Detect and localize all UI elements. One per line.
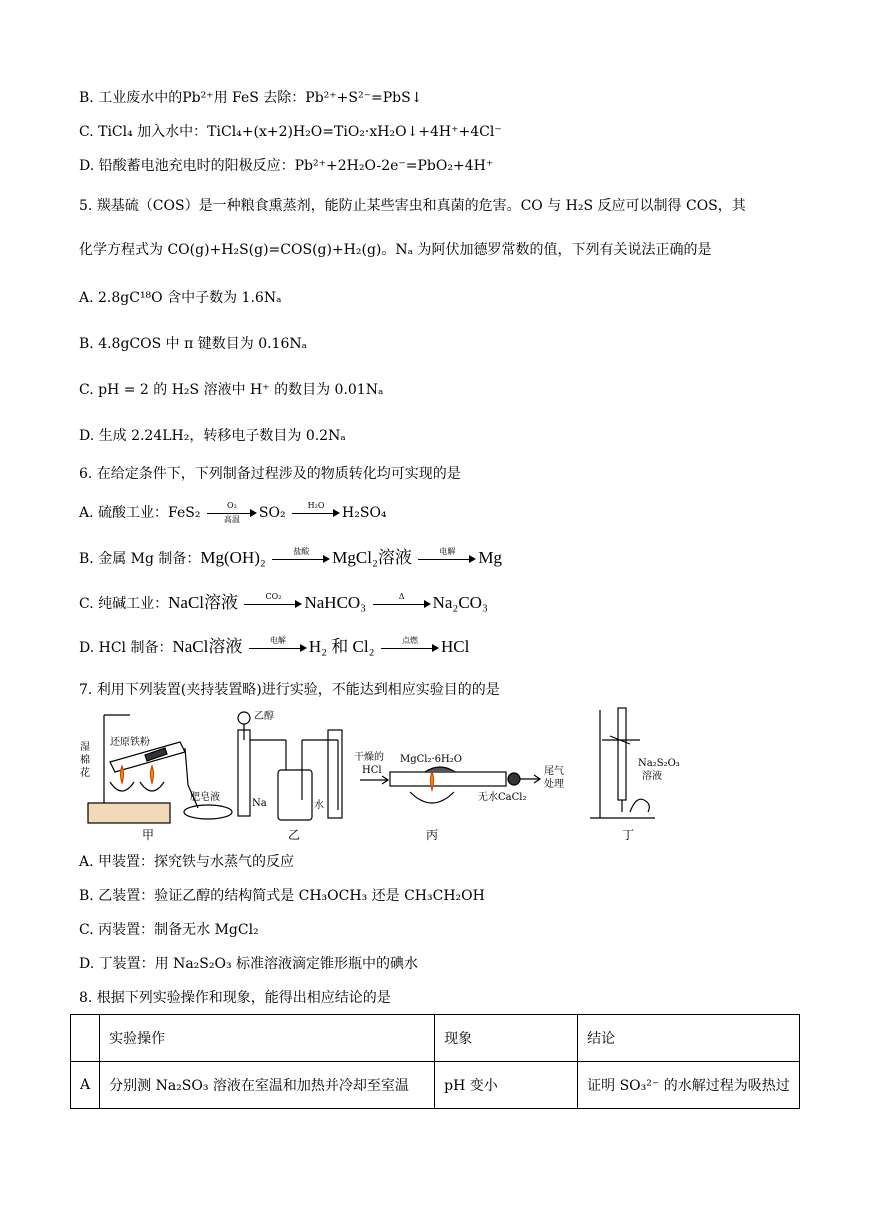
q7-option-d: D. 丁装置：用 Na₂S₂O₃ 标准溶液滴定锥形瓶中的碘水 — [79, 956, 419, 972]
q4-option-b: B. 工业废水中的Pb²⁺用 FeS 去除：Pb²⁺+S²⁻=PbS↓ — [79, 90, 423, 106]
q6d-arrow1 — [249, 638, 307, 658]
bing-caption: 丙 — [426, 828, 439, 842]
q6d-s2: H₂ 和 Cl₂ — [308, 637, 375, 656]
apparatus-drawing — [70, 700, 770, 850]
jia-label-hua: 花 — [80, 768, 90, 779]
table-cell: A — [71, 1062, 100, 1109]
q6a-s2: SO₂ — [258, 505, 286, 521]
q5-option-d: D. 生成 2.24LH₂，转移电子数目为 0.2Nₐ — [79, 428, 346, 444]
jia-label-iron: 还原铁粉 — [110, 737, 150, 748]
q6b-arrow2-above: 电解 — [439, 547, 456, 556]
q5-stem-line2: 化学方程式为 CO(g)+H₂S(g)=COS(g)+H₂(g)。Nₐ 为阿伏加德罗常数的值，下列有关说法正确的是 — [79, 242, 712, 258]
table-header-cell: 结论 — [578, 1015, 800, 1062]
q4-option-c: C. TiCl₄ 加入水中：TiCl₄+(x+2)H₂O=TiO₂·xH₂O↓+4H⁺+4Cl⁻ — [79, 124, 502, 140]
q8-stem: 8. 根据下列实验操作和现象，能得出相应结论的是 — [79, 990, 391, 1006]
q6c-arrow1-above: CO₂ — [265, 592, 282, 601]
jia-label-mian: 棉 — [80, 755, 90, 766]
q6b-prefix: B. 金属 Mg 制备： — [79, 551, 201, 567]
q6d-arrow2 — [381, 638, 439, 658]
q6c-s1: NaCl溶液 — [168, 593, 239, 612]
table-header-cell — [71, 1015, 100, 1062]
yi-caption: 乙 — [288, 828, 301, 842]
table-cell: 分别测 Na₂SO₃ 溶液在室温和加热并冷却至室温 — [100, 1062, 435, 1109]
q8-table — [70, 1014, 800, 1109]
q6-option-a — [79, 503, 387, 523]
q5-stem-line1: 5. 羰基硫（COS）是一种粮食熏蒸剂，能防止某些害虫和真菌的危害。CO 与 H₂S 反应可以制得 COS，其 — [79, 198, 746, 214]
q6-option-d — [79, 637, 469, 658]
yi-label-water: 水 — [314, 800, 324, 811]
q7-option-b: B. 乙装置：验证乙醇的结构简式是 CH₃OCH₃ 还是 CH₃CH₂OH — [79, 888, 485, 904]
q6c-arrow2-above: Δ — [398, 592, 405, 601]
q6c-arrow2 — [373, 594, 431, 614]
q5-option-b: B. 4.8gCOS 中 π 键数目为 0.16Nₐ — [79, 336, 308, 352]
bing-label-cacl2: 无水CaCl₂ — [478, 792, 527, 803]
q6a-arrow1 — [207, 503, 257, 523]
table-cell: 证明 SO₃²⁻ 的水解过程为吸热过 — [578, 1062, 800, 1109]
q7-option-a: A. 甲装置：探究铁与水蒸气的反应 — [79, 854, 295, 870]
yi-label-ethanol: 乙醇 — [254, 711, 274, 722]
q6b-arrow2 — [418, 549, 476, 569]
q6c-s2: NaHCO₃ — [304, 593, 367, 612]
q7-apparatus-figure — [70, 700, 770, 850]
bing-label-hcl: HCl — [362, 765, 382, 776]
q4-option-d: D. 铅酸蓄电池充电时的阳极反应：Pb²⁺+2H₂O-2e⁻=PbO₂+4H⁺ — [79, 158, 494, 174]
q5-option-c: C. pH = 2 的 H₂S 溶液中 H⁺ 的数目为 0.01Nₐ — [79, 382, 384, 398]
table-header-row — [71, 1015, 800, 1062]
jia-label-shi: 湿 — [80, 742, 90, 753]
q6d-arrow1-above: 电解 — [269, 636, 286, 645]
q7-option-c: C. 丙装置：制备无水 MgCl₂ — [79, 922, 259, 938]
q6a-arrow2-above: H₂O — [307, 501, 325, 510]
table-row — [71, 1062, 800, 1109]
q6-stem: 6. 在给定条件下，下列制备过程涉及的物质转化均可实现的是 — [79, 466, 461, 482]
q5-option-a: A. 2.8gC¹⁸O 含中子数为 1.6Nₐ — [79, 290, 282, 306]
q6d-s3: HCl — [440, 637, 470, 656]
q6c-prefix: C. 纯碱工业： — [79, 596, 169, 612]
bing-label-dry: 干燥的 — [354, 752, 384, 763]
q6b-arrow1 — [272, 549, 330, 569]
q6d-arrow2-above: 点燃 — [401, 636, 418, 645]
bing-label-mgcl2: MgCl₂·6H₂O — [400, 754, 462, 765]
q6-option-c — [79, 593, 488, 614]
jia-label-soap: 肥皂液 — [190, 792, 220, 803]
table-cell: pH 变小 — [435, 1062, 578, 1109]
table-header-cell: 实验操作 — [100, 1015, 435, 1062]
q6b-s3: Mg — [478, 548, 502, 567]
q6a-arrow2 — [292, 503, 340, 523]
yi-label-na: Na — [252, 798, 267, 809]
ding-label-solution: 溶液 — [642, 771, 662, 782]
q6a-s1: FeS₂ — [168, 505, 201, 521]
q6c-s3: Na₂CO₃ — [432, 593, 488, 612]
q6d-s1: NaCl溶液 — [172, 637, 243, 656]
bing-label-treat: 处理 — [544, 779, 564, 790]
table-header-cell: 现象 — [435, 1015, 578, 1062]
q6-option-b — [79, 548, 502, 569]
bing-label-tail: 尾气 — [544, 766, 564, 777]
jia-caption: 甲 — [142, 828, 155, 842]
ding-label-na2s2o3: Na₂S₂O₃ — [638, 758, 680, 769]
q6c-arrow1 — [244, 594, 302, 614]
q6a-arrow1-below: 高温 — [223, 515, 240, 524]
q7-stem: 7. 利用下列装置(夹持装置略)进行实验，不能达到相应实验目的的是 — [79, 682, 500, 698]
q6d-prefix: D. HCl 制备： — [79, 640, 173, 656]
q6b-s2: MgCl₂溶液 — [332, 548, 412, 567]
q6b-s1: Mg(OH)₂ — [200, 548, 266, 567]
q6a-s3: H₂SO₄ — [342, 505, 387, 521]
q6b-arrow1-above: 盐酸 — [293, 547, 310, 556]
q6a-prefix: A. 硫酸工业： — [79, 505, 169, 521]
q6a-arrow1-above: O₂ — [227, 501, 237, 510]
ding-caption: 丁 — [622, 828, 635, 842]
